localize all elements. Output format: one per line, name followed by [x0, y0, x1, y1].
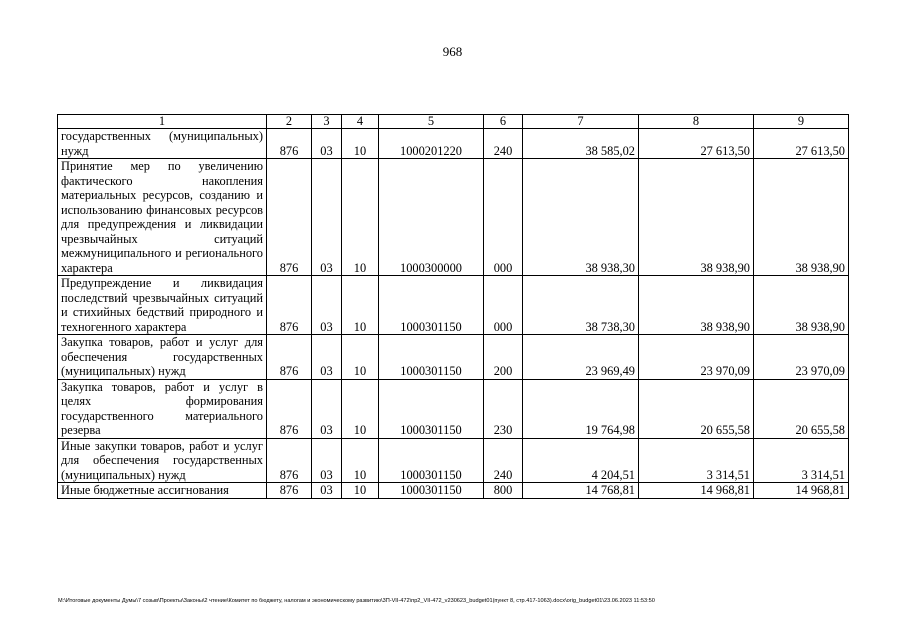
cell-vr: 240 [484, 438, 523, 483]
cell-rz: 03 [312, 276, 342, 335]
cell-rz: 03 [312, 335, 342, 380]
cell-amount: 23 970,09 [754, 335, 849, 380]
cell-amount: 20 655,58 [639, 379, 754, 438]
cell-amount: 14 968,81 [639, 483, 754, 499]
cell-vr: 200 [484, 335, 523, 380]
table-row [58, 379, 849, 438]
cell-csr: 1000301150 [379, 483, 484, 499]
cell-csr: 1000301150 [379, 379, 484, 438]
table-row [58, 159, 849, 276]
cell-ved: 876 [267, 379, 312, 438]
cell-pr: 10 [342, 159, 379, 276]
header-cell: 2 [267, 115, 312, 129]
cell-vr: 800 [484, 483, 523, 499]
table-row [58, 276, 849, 335]
header-cell: 6 [484, 115, 523, 129]
cell-amount: 38 585,02 [523, 129, 639, 159]
cell-pr: 10 [342, 276, 379, 335]
cell-rz: 03 [312, 159, 342, 276]
cell-csr: 1000301150 [379, 438, 484, 483]
cell-vr: 240 [484, 129, 523, 159]
header-cell: 5 [379, 115, 484, 129]
cell-amount: 38 938,90 [754, 276, 849, 335]
cell-rz: 03 [312, 438, 342, 483]
cell-amount: 3 314,51 [754, 438, 849, 483]
cell-pr: 10 [342, 483, 379, 499]
cell-amount: 20 655,58 [754, 379, 849, 438]
cell-amount: 14 968,81 [754, 483, 849, 499]
row-name: Иные бюджетные ассигнования [58, 483, 267, 499]
cell-amount: 14 768,81 [523, 483, 639, 499]
cell-vr: 000 [484, 159, 523, 276]
cell-ved: 876 [267, 276, 312, 335]
cell-pr: 10 [342, 129, 379, 159]
table-row [58, 335, 849, 380]
cell-amount: 38 938,90 [639, 276, 754, 335]
row-name: Принятие мер по увеличению фактического накопления материальных ресурсов, созданию и использованию финансовых ресурсов для предупреждения и ликвидации чрезвычайных ситуаций межмуниципального и регионального характера [58, 159, 267, 276]
table-header-row [58, 115, 849, 129]
cell-amount: 23 969,49 [523, 335, 639, 380]
row-name: Закупка товаров, работ и услуг в целях формирования государственного материального резерва [58, 379, 267, 438]
cell-amount: 3 314,51 [639, 438, 754, 483]
cell-rz: 03 [312, 379, 342, 438]
cell-amount: 4 204,51 [523, 438, 639, 483]
cell-amount: 38 938,90 [754, 159, 849, 276]
cell-rz: 03 [312, 129, 342, 159]
page-number: 968 [442, 44, 463, 59]
cell-csr: 1000300000 [379, 159, 484, 276]
document-path-footer: M:\Итоговые документы Думы\7 созыв\Проекты\Законы\2 чтение\Комитет по бюджету, налогам и экономическому развитию\3П-VII-472\пр2_VII-472_v230623_budget01(пункт 8, стр.417-1063).docx\orig_budget01\23.06.2023 11:53:50 [58, 598, 655, 604]
cell-amount: 19 764,98 [523, 379, 639, 438]
header-cell: 3 [312, 115, 342, 129]
row-name: Предупреждение и ликвидация последствий чрезвычайных ситуаций и стихийных бедствий природного и техногенного характера [58, 276, 267, 335]
cell-csr: 1000201220 [379, 129, 484, 159]
cell-csr: 1000301150 [379, 276, 484, 335]
header-cell: 9 [754, 115, 849, 129]
cell-ved: 876 [267, 483, 312, 499]
table-row [58, 129, 849, 159]
row-name: государственных (муниципальных) нужд [58, 129, 267, 159]
cell-ved: 876 [267, 159, 312, 276]
table-row [58, 483, 849, 499]
cell-rz: 03 [312, 483, 342, 499]
cell-pr: 10 [342, 438, 379, 483]
cell-vr: 230 [484, 379, 523, 438]
header-cell: 1 [58, 115, 267, 129]
cell-amount: 27 613,50 [639, 129, 754, 159]
row-name: Иные закупки товаров, работ и услуг для обеспечения государственных (муниципальных) нужд [58, 438, 267, 483]
cell-vr: 000 [484, 276, 523, 335]
cell-pr: 10 [342, 379, 379, 438]
cell-amount: 38 938,90 [639, 159, 754, 276]
header-cell: 7 [523, 115, 639, 129]
budget-table [57, 114, 849, 499]
cell-csr: 1000301150 [379, 335, 484, 380]
cell-pr: 10 [342, 335, 379, 380]
cell-amount: 23 970,09 [639, 335, 754, 380]
cell-ved: 876 [267, 335, 312, 380]
cell-amount: 27 613,50 [754, 129, 849, 159]
table-row [58, 438, 849, 483]
cell-ved: 876 [267, 129, 312, 159]
cell-ved: 876 [267, 438, 312, 483]
cell-amount: 38 738,30 [523, 276, 639, 335]
header-cell: 8 [639, 115, 754, 129]
row-name: Закупка товаров, работ и услуг для обеспечения государственных (муниципальных) нужд [58, 335, 267, 380]
header-cell: 4 [342, 115, 379, 129]
cell-amount: 38 938,30 [523, 159, 639, 276]
